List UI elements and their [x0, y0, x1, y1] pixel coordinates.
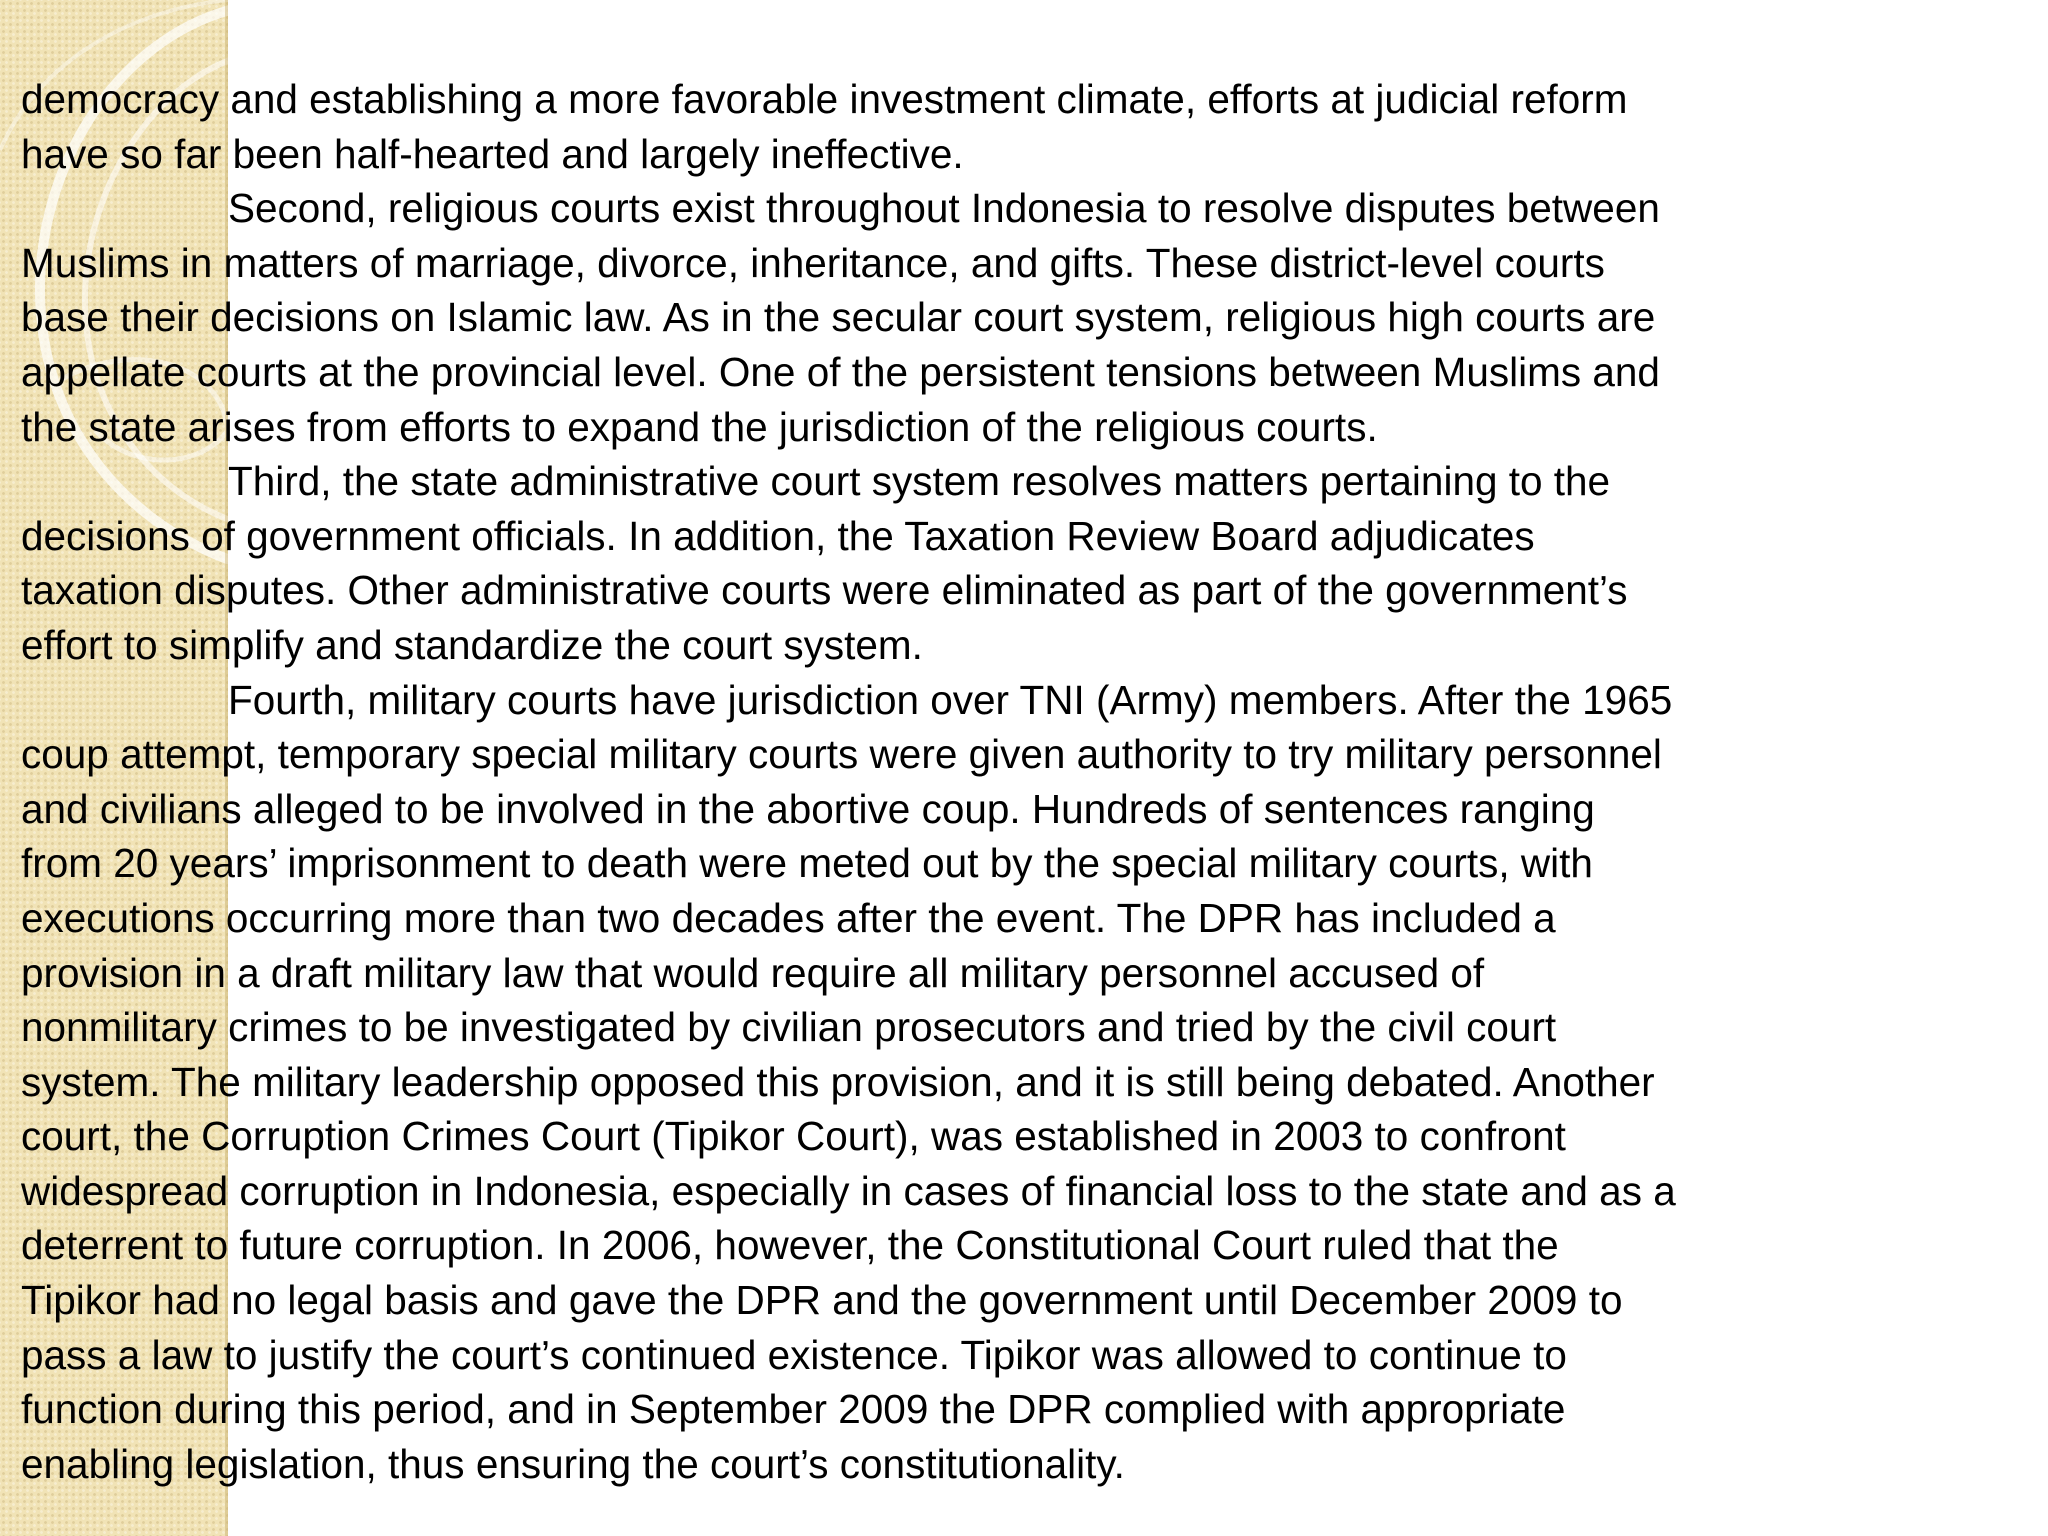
- text-line: Muslims in matters of marriage, divorce, inheritance, and gifts. These district-level courts: [21, 239, 1605, 286]
- paragraph-first-line: Third, the state administrative court system resolves matters pertaining to the: [228, 458, 1611, 505]
- text-line: appellate courts at the provincial level. One of the persistent tensions between Muslims and: [21, 348, 1660, 395]
- document-text-body: [21, 72, 1921, 1491]
- text-line: coup attempt, temporary special military courts were given authority to try military personnel: [21, 731, 1662, 778]
- text-line: provision in a draft military law that would require all military personnel accused of: [21, 949, 1485, 996]
- paragraph-first-line: Second, religious courts exist throughout Indonesia to resolve disputes between: [228, 185, 1660, 232]
- text-line: effort to simplify and standardize the court system.: [21, 621, 923, 668]
- text-line: enabling legislation, thus ensuring the court’s constitutionality.: [21, 1440, 1125, 1487]
- text-line: from 20 years’ imprisonment to death were meted out by the special military courts, with: [21, 840, 1593, 887]
- text-line: deterrent to future corruption. In 2006, however, the Constitutional Court ruled that the: [21, 1222, 1559, 1269]
- paragraph-first-line: Fourth, military courts have jurisdiction over TNI (Army) members. After the 1965: [228, 676, 1673, 723]
- text-line: the state arises from efforts to expand the jurisdiction of the religious courts.: [21, 403, 1378, 450]
- text-line: pass a law to justify the court’s continued existence. Tipikor was allowed to continue to: [21, 1331, 1567, 1378]
- text-line: have so far been half-hearted and largely ineffective.: [21, 130, 964, 177]
- text-line: base their decisions on Islamic law. As in the secular court system, religious high courts are: [21, 294, 1656, 341]
- text-line: court, the Corruption Crimes Court (Tipikor Court), was established in 2003 to confront: [21, 1113, 1566, 1160]
- text-line: system. The military leadership opposed this provision, and it is still being debated. Another: [21, 1058, 1655, 1105]
- text-line: nonmilitary crimes to be investigated by civilian prosecutors and tried by the civil court: [21, 1004, 1557, 1051]
- text-line: decisions of government officials. In addition, the Taxation Review Board adjudicates: [21, 512, 1535, 559]
- text-line: taxation disputes. Other administrative courts were eliminated as part of the government’s: [21, 567, 1628, 614]
- text-line: and civilians alleged to be involved in the abortive coup. Hundreds of sentences ranging: [21, 785, 1595, 832]
- text-line: widespread corruption in Indonesia, especially in cases of financial loss to the state and as a: [21, 1167, 1676, 1214]
- text-line: democracy and establishing a more favorable investment climate, efforts at judicial reform: [21, 76, 1628, 122]
- text-line: Tipikor had no legal basis and gave the DPR and the government until December 2009 to: [21, 1277, 1623, 1324]
- text-line: executions occurring more than two decades after the event. The DPR has included a: [21, 894, 1556, 941]
- text-line: function during this period, and in September 2009 the DPR complied with appropriate: [21, 1386, 1566, 1433]
